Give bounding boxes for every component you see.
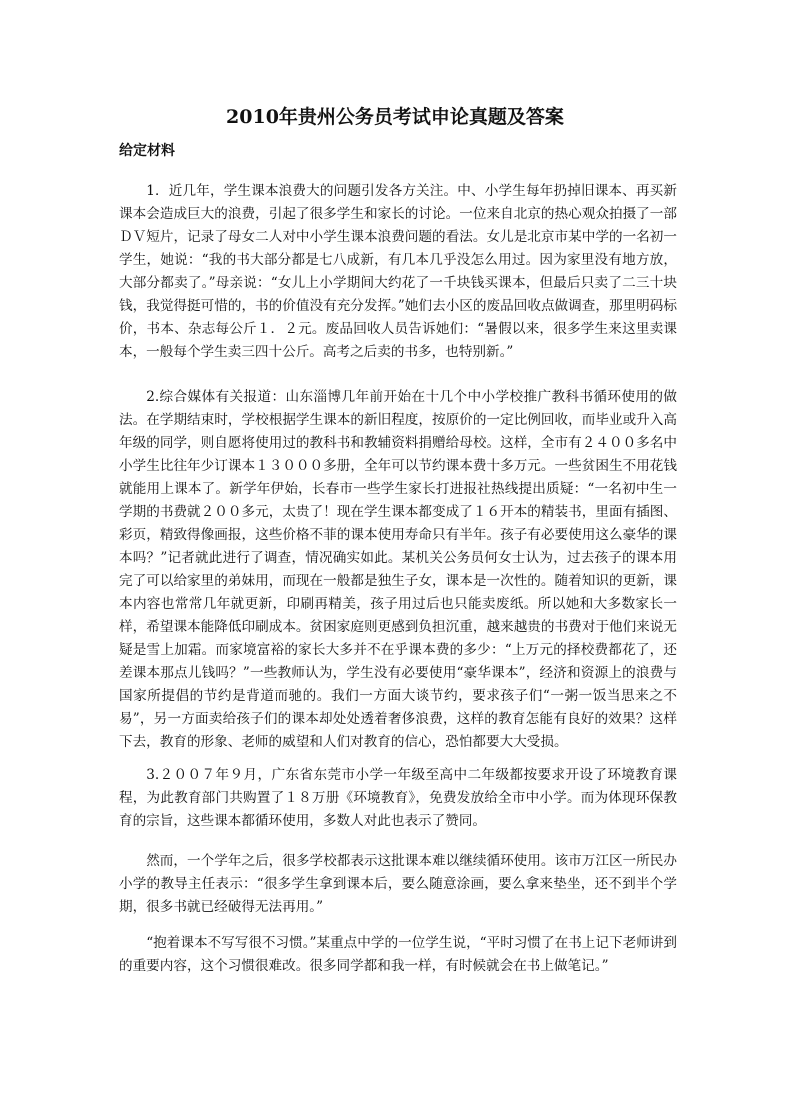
paragraph-1: 1．近几年，学生课本浪费大的问题引发各方关注。中、小学生每年扔掉旧课本、再买新课本会造成巨大的浪费，引起了很多学生和家长的讨论。一位来自北京的热心观众拍摄了一部ＤＶ短片，记录了母女二人对中小学生课本浪费问题的看法。女儿是北京市某中学的一名初一学生，她说：“我的书大部分都是七八成新，有几本几乎没怎么用过。因为家里没有地方放，大部分都卖了。”母亲说：“女儿上小学期间大约花了一千块钱买课本，但最后只卖了二三十块钱，我觉得挺可惜的，书的价值没有充分发挥。”她们去小区的废品回收点做调查，那里明码标价，书本、杂志每公斤１．２元。废品回收人员告诉她们：“暑假以来，很多学生来这里卖课本，一般每个学生卖三四十公斤。高考之后卖的书多，也特别新。” (119, 183, 677, 360)
paragraph-4: 然而，一个学年之后，很多学校都表示这批课本难以继续循环使用。该市万江区一所民办小学的教导主任表示：“很多学生拿到课本后，要么随意涂画，要么拿来垫坐，还不到半个学期，很多书就已经破得无法再用。” (119, 853, 677, 915)
section-label: 给定材料 (119, 143, 175, 159)
document-title: 2010年贵州公务员考试申论真题及答案 (226, 106, 564, 128)
paragraph-3: 3.２００７年９月，广东省东莞市小学一年级至高中二年级都按要求开设了环境教育课程，为此教育部门共购置了１８万册《环境教育》，免费发放给全市中小学。而为体现环保教育的宗旨，这些课本都循环使用，多数人对此也表示了赞同。 (119, 767, 677, 829)
paragraph-5: “抱着课本不写写很不习惯。”某重点中学的一位学生说，“平时习惯了在书上记下老师讲到的重要内容，这个习惯很难改。很多同学都和我一样，有时候就会在书上做笔记。” (119, 935, 677, 974)
paragraph-2: 2.综合媒体有关报道：山东淄博几年前开始在十几个中小学校推广教科书循环使用的做法。在学期结束时，学校根据学生课本的新旧程度，按原价的一定比例回收，而毕业或升入高年级的同学，则自愿将使用过的教科书和教辅资料捐赠给母校。这样，全市有２４００多名中小学生比往年少订课本１３０００多册，全年可以节约课本费十多万元。一些贫困生不用花钱就能用上课本了。新学年伊始，长春市一些学生家长打进报社热线提出质疑：“一名初中生一学期的书费就２００多元，太贵了！现在学生课本都变成了１６开本的精装书，里面有插图、彩页，精致得像画报，这些价格不菲的课本使用寿命只有半年。孩子有必要使用这么豪华的课本吗？”记者就此进行了调查，情况确实如此。某机关公务员何女士认为，过去孩子的课本用完了可以给家里的弟妹用，而现在一般都是独生子女，课本是一次性的。随着知识的更新，课本内容也常常几年就更新，印刷再精美，孩子用过后也只能卖废纸。所以她和大多数家长一样，希望课本能降低印刷成本。贫困家庭则更感到负担沉重，越来越贵的书费对于他们来说无疑是雪上加霜。而家境富裕的家长大多并不在乎课本费的多少：“上万元的择校费都花了，还差课本那点儿钱吗？”一些教师认为，学生没有必要使用“豪华课本”，经济和资源上的浪费与国家所提倡的节约是背道而驰的。我们一方面大谈节约，要求孩子们“一粥一饭当思来之不易”，另一方面卖给孩子们的课本却处处透着奢侈浪费，这样的教育怎能有良好的效果？这样下去，教育的形象、老师的威望和人们对教育的信心，恐怕都要大大受损。 (119, 389, 677, 750)
